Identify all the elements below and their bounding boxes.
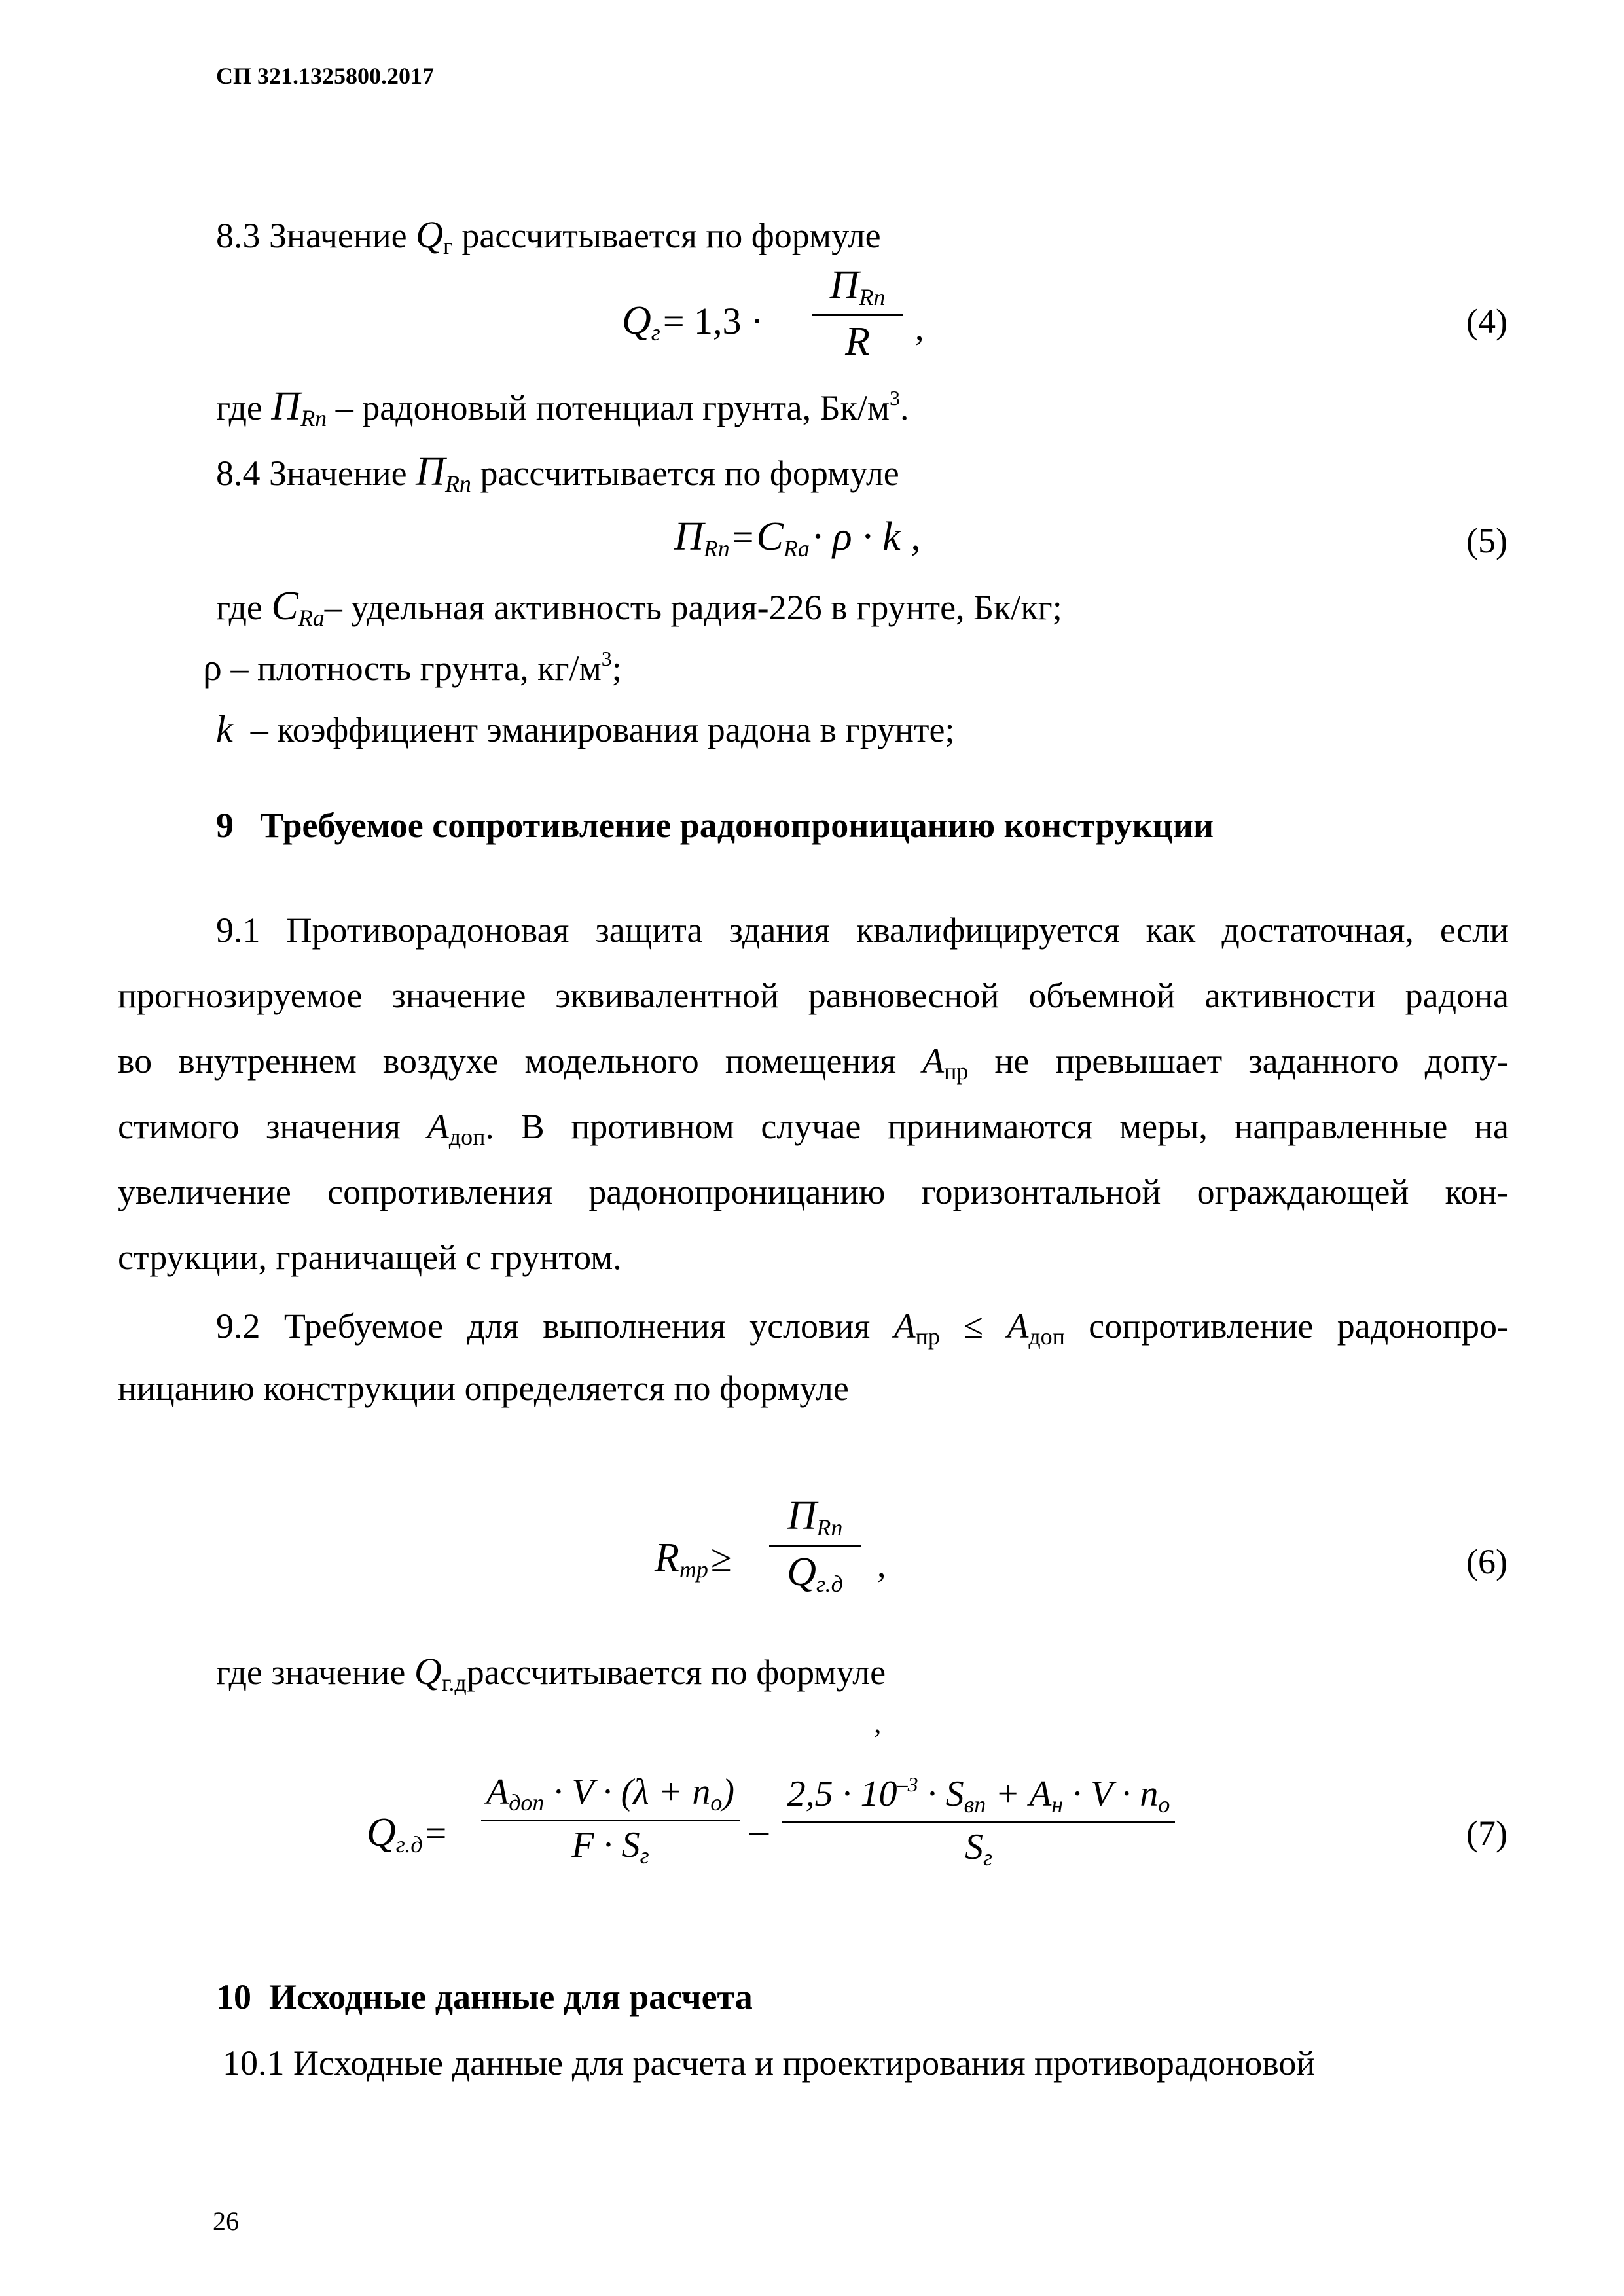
text: где bbox=[216, 388, 262, 427]
text: . bbox=[900, 388, 909, 427]
subscript: доп bbox=[448, 1124, 486, 1150]
subscript: Rn bbox=[300, 405, 327, 431]
eq5-lhs: П bbox=[674, 514, 704, 559]
where-5-rho bbox=[203, 648, 622, 687]
eq7-f2-c-sub: н bbox=[1051, 1791, 1064, 1818]
text: во внутреннем воздухе модельного помещения bbox=[118, 1041, 897, 1081]
p9-1-line-5: увеличение сопротивления радонопроницанию горизонтальной ограждающей кон- bbox=[118, 1172, 1509, 1211]
eq5-lhs-sub: Rn bbox=[703, 535, 730, 562]
heading-title: Требуемое сопротивление радонопроницанию конструкции bbox=[260, 806, 1214, 845]
where-6 bbox=[216, 1650, 886, 1696]
subscript: г.д bbox=[441, 1670, 467, 1696]
subscript: г bbox=[443, 233, 453, 259]
page-number: 26 bbox=[213, 2206, 239, 2236]
eq7-fraction-2 bbox=[782, 1774, 1175, 1869]
eq7-fraction-1 bbox=[481, 1774, 740, 1867]
eq7-f1-a: A bbox=[486, 1772, 509, 1812]
text: стимого значения bbox=[118, 1107, 401, 1146]
eq7-f2-den: S bbox=[964, 1827, 983, 1867]
document-code: СП 321.1325800.2017 bbox=[216, 63, 434, 89]
superscript: 3 bbox=[601, 647, 612, 670]
text: рассчитывается по формуле bbox=[480, 454, 899, 493]
eq7-f2-exp: –3 bbox=[897, 1772, 918, 1796]
eq4-fraction bbox=[812, 265, 903, 362]
p9-1-line-4: стимого значения $A_{доп}$. В противном случае принимаются меры, направленные на bbox=[118, 1107, 1509, 1150]
where-5-k bbox=[216, 710, 954, 748]
eq5-c-sub: Ra bbox=[783, 535, 810, 562]
p9-1-line-6: струкции, граничащей с грунтом. bbox=[118, 1238, 622, 1277]
eq5-equals: = bbox=[732, 516, 754, 558]
eq6-lhs-sub: тр bbox=[679, 1556, 708, 1583]
text: не превышает заданного допу- bbox=[994, 1041, 1509, 1081]
p9-2-line-1 bbox=[216, 1306, 1509, 1350]
text: 9.2 Требуемое для выполнения условия bbox=[216, 1306, 871, 1346]
eq7-number: (7) bbox=[1466, 1814, 1507, 1853]
text: 8.4 Значение bbox=[216, 454, 407, 493]
eq6-num-sub: Rn bbox=[816, 1515, 843, 1541]
stray-comma: , bbox=[874, 1706, 882, 1739]
eq6-number: (6) bbox=[1466, 1542, 1507, 1581]
eq7-f2-den-sub: г bbox=[983, 1844, 993, 1871]
eq7-f1-den: F · S bbox=[571, 1825, 640, 1865]
heading-title: Исходные данные для расчета bbox=[269, 1977, 753, 2017]
p9-2-line-2: ницанию конструкции определяется по формуле bbox=[118, 1369, 849, 1408]
symbol: П bbox=[416, 450, 445, 494]
symbol: П bbox=[271, 384, 301, 429]
eq7-minus: – bbox=[749, 1808, 768, 1851]
heading-number: 9 bbox=[216, 806, 234, 845]
eq7-f1-rest: · V · (λ + n bbox=[553, 1772, 711, 1812]
symbol: ρ bbox=[203, 646, 222, 689]
where-4 bbox=[216, 386, 909, 430]
eq6-den-sub: г.д bbox=[816, 1571, 843, 1597]
eq4-num: П bbox=[829, 263, 859, 308]
eq7-lhs: Q bbox=[367, 1810, 396, 1855]
eq6-geq: ≥ bbox=[710, 1537, 732, 1579]
text: 8.3 Значение bbox=[216, 216, 407, 255]
eq4-lhs: Q bbox=[622, 298, 651, 343]
eq6-lhs: R bbox=[655, 1535, 679, 1580]
eq7-f2-c: + A bbox=[995, 1774, 1052, 1814]
eq7-equals: = bbox=[425, 1812, 447, 1854]
leq-sign: ≤ bbox=[964, 1306, 983, 1346]
eq7-f2-b: · S bbox=[927, 1774, 964, 1814]
eq7-f1-den-sub: г bbox=[640, 1842, 649, 1869]
symbol: C bbox=[271, 584, 298, 628]
eq6-num: П bbox=[787, 1494, 817, 1538]
text: – плотность грунта, кг/м bbox=[230, 649, 602, 688]
symbol: Q bbox=[414, 1650, 442, 1693]
symbol: k bbox=[216, 708, 233, 750]
symbol: A bbox=[893, 1306, 916, 1346]
p9-1-line-2: прогнозируемое значение эквивалентной равновесной объемной активности радона bbox=[118, 976, 1509, 1015]
eq7-lhs-sub: г.д bbox=[395, 1831, 423, 1857]
eq4-num-sub: Rn bbox=[859, 284, 886, 310]
eq4-number: (4) bbox=[1466, 302, 1507, 341]
text: рассчитывается по формуле bbox=[461, 216, 881, 255]
p9-1-line-1: 9.1 Противорадоновая защита здания квалифицируется как достаточная, если bbox=[216, 910, 1509, 950]
section-9-heading bbox=[216, 805, 1214, 846]
symbol: A bbox=[922, 1041, 945, 1081]
eq7-f2-d-sub: o bbox=[1158, 1791, 1170, 1818]
heading-number: 10 bbox=[216, 1977, 251, 2017]
subscript: Rn bbox=[444, 471, 471, 497]
symbol: A bbox=[427, 1107, 449, 1146]
text: сопротивление радонопро- bbox=[1089, 1306, 1509, 1346]
eq4-lhs-sub: г bbox=[651, 319, 660, 346]
p9-1-line-3 bbox=[118, 1041, 1509, 1085]
symbol: A bbox=[1007, 1306, 1029, 1346]
text: – коэффициент эманирования радона в грунте; bbox=[250, 710, 955, 749]
subscript: пр bbox=[944, 1058, 969, 1085]
eq6-fraction bbox=[769, 1496, 861, 1596]
symbol: Q bbox=[416, 213, 444, 256]
eq4-coef: = 1,3 · bbox=[662, 300, 764, 342]
eq7-f2-a: 2,5 · 10 bbox=[787, 1774, 897, 1814]
eq4-den: R bbox=[845, 319, 870, 364]
text: где bbox=[216, 588, 262, 627]
eq5-c: C bbox=[756, 514, 784, 559]
text: – радоновый потенциал грунта, Бк/м bbox=[335, 388, 890, 427]
text: где значение bbox=[216, 1653, 406, 1692]
paragraph-8-4 bbox=[216, 452, 899, 495]
subscript: доп bbox=[1028, 1323, 1065, 1350]
eq7-f2-b-sub: вп bbox=[964, 1791, 986, 1818]
eq5-number: (5) bbox=[1466, 521, 1507, 560]
eq7-f1-end: ) bbox=[722, 1772, 734, 1812]
eq7-f1-o: o bbox=[710, 1789, 723, 1816]
text: – удельная активность радия-226 в грунте, Бк/кг; bbox=[324, 588, 1062, 627]
text: ; bbox=[611, 649, 622, 688]
subscript: Ra bbox=[298, 605, 325, 631]
eq4-comma: , bbox=[915, 308, 924, 348]
section-10-heading bbox=[216, 1977, 753, 2017]
eq7-f1-a-sub: доп bbox=[509, 1789, 545, 1816]
paragraph-8-3 bbox=[216, 213, 881, 259]
subscript: пр bbox=[915, 1323, 940, 1350]
superscript: 3 bbox=[890, 386, 901, 410]
eq7-f2-d: · V · n bbox=[1072, 1774, 1159, 1814]
eq6-den: Q bbox=[787, 1550, 816, 1594]
text: В противном случае принимаются меры, направленные на bbox=[520, 1107, 1509, 1146]
text: рассчитывается по формуле bbox=[466, 1653, 886, 1692]
eq6-comma: , bbox=[877, 1545, 886, 1585]
where-5-c bbox=[216, 586, 1062, 630]
eq5-rhs: · ρ · k , bbox=[812, 514, 921, 559]
paragraph-10-1: 10.1 Исходные данные для расчета и проектирования противорадоновой bbox=[223, 2043, 1316, 2083]
